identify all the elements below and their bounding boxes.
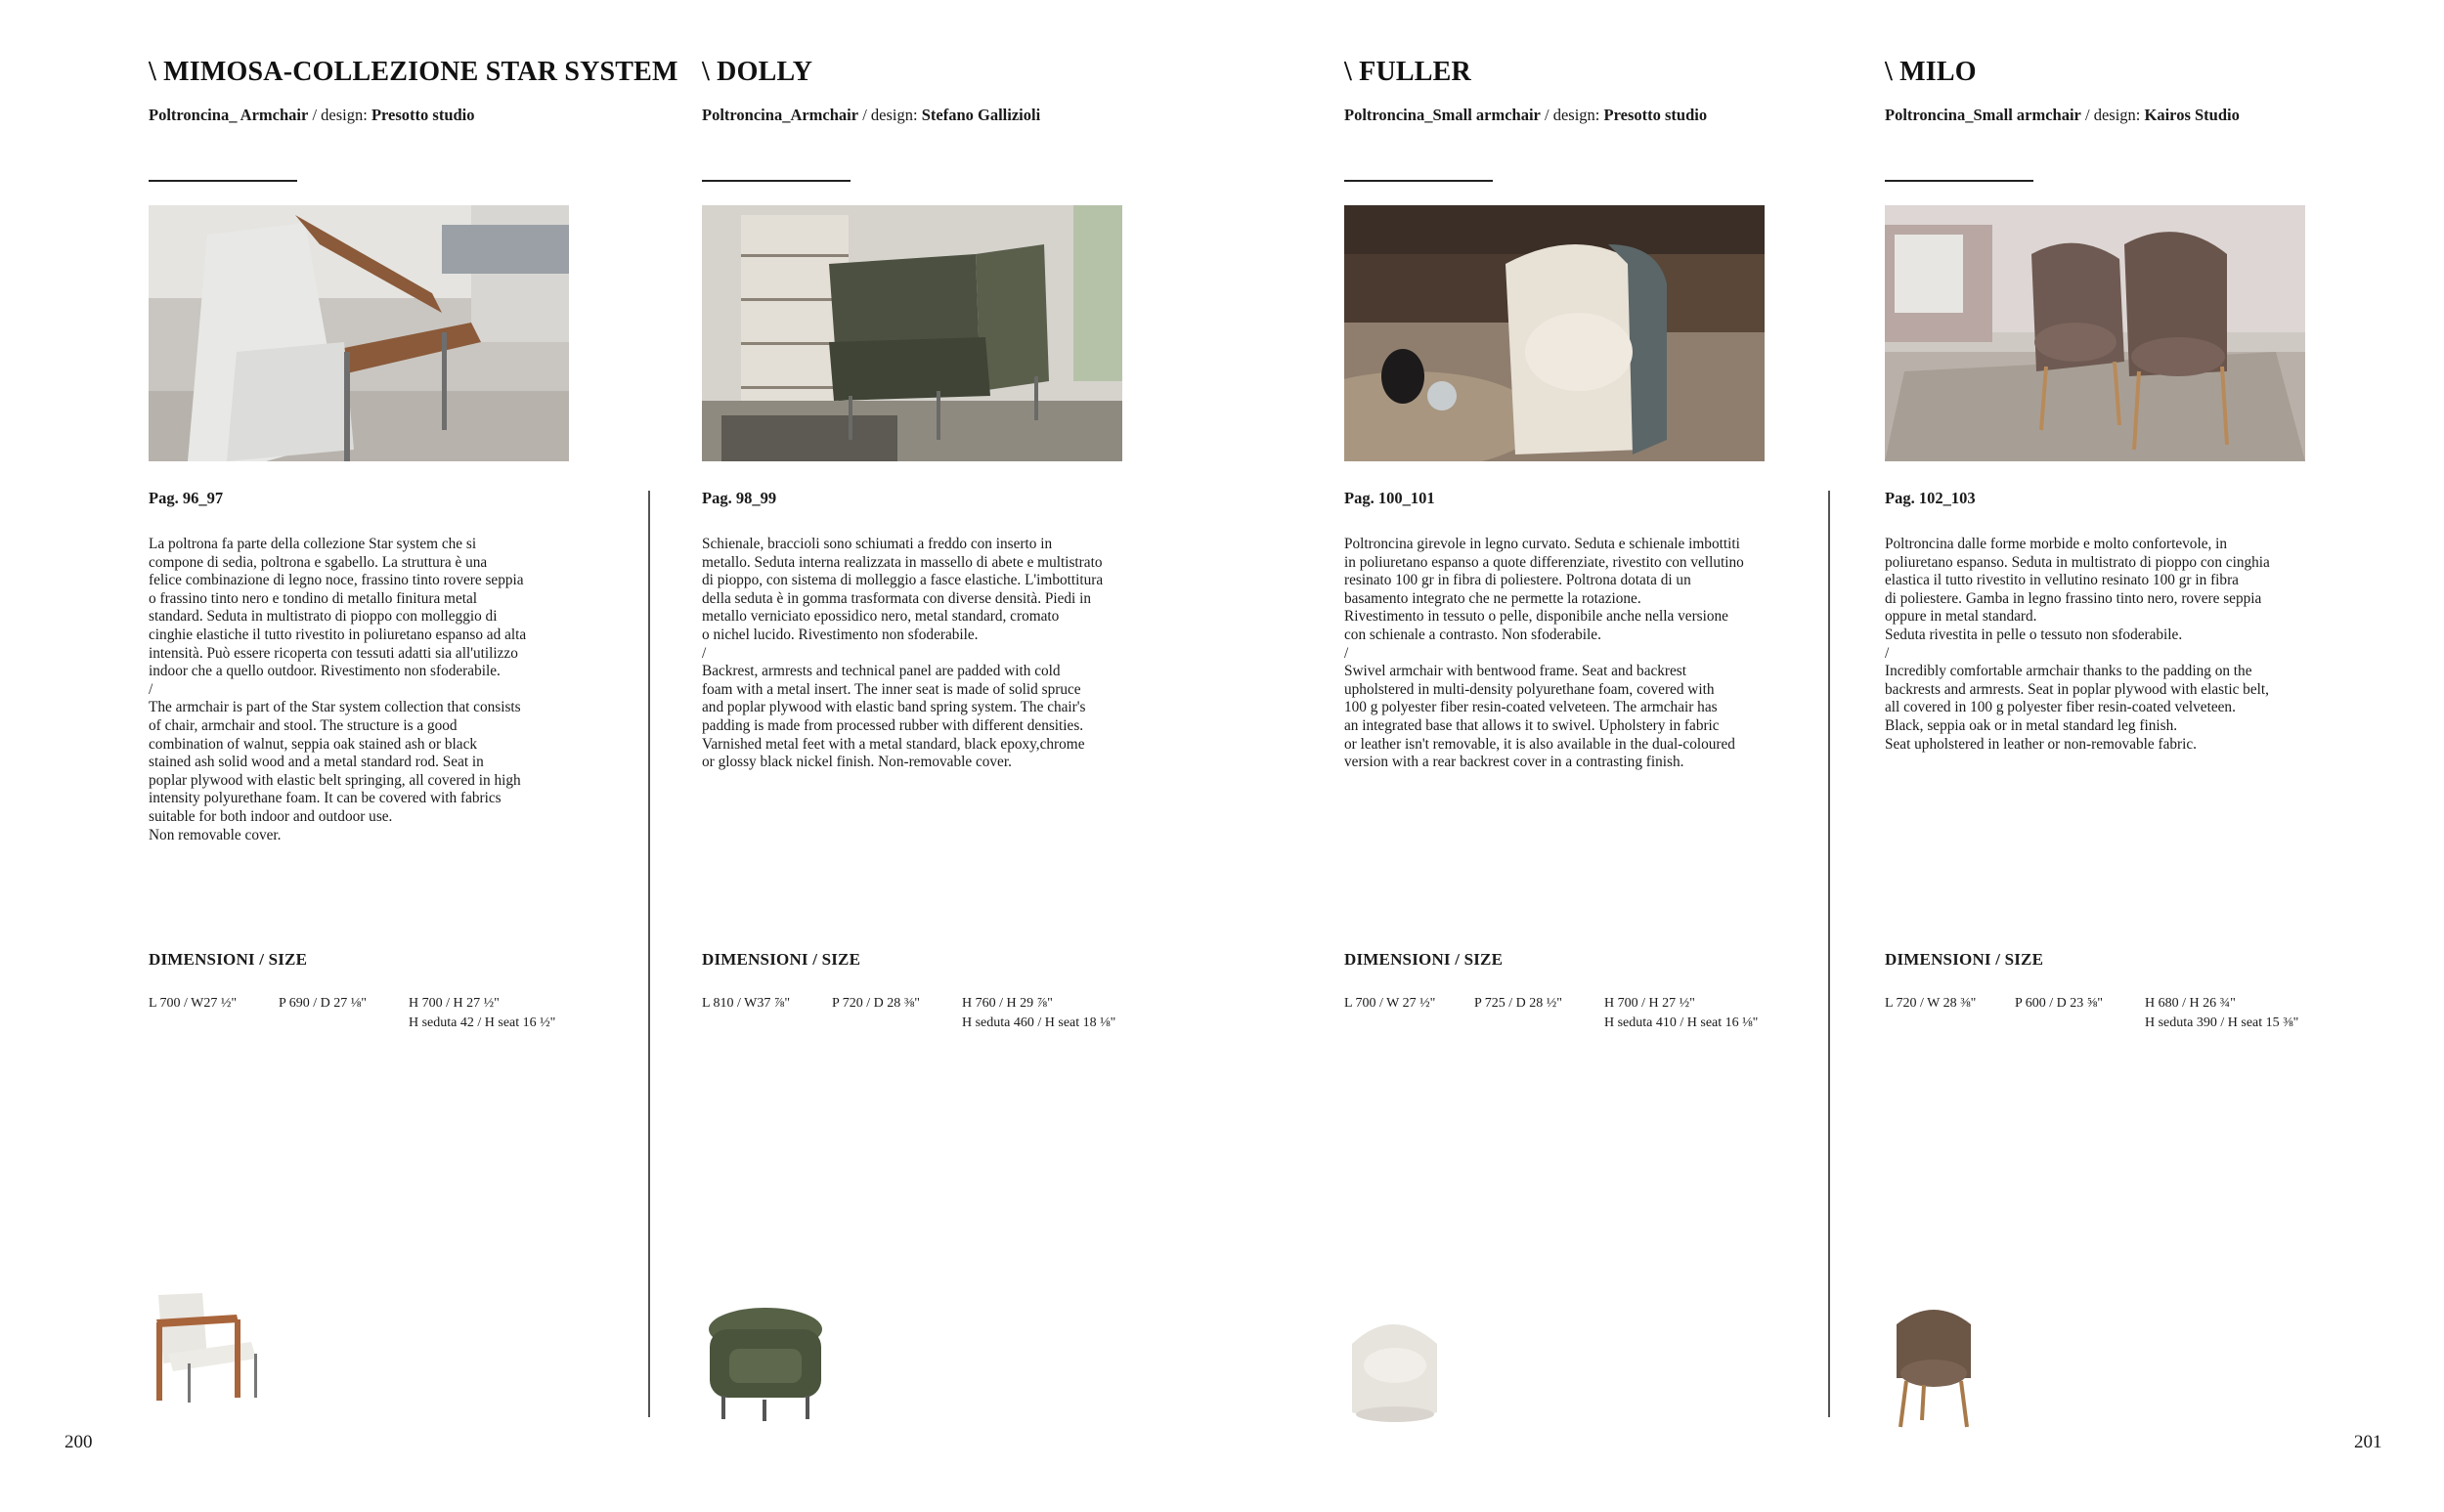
- dim-seat-height: H seduta 42 / H seat 16 ½": [409, 1015, 556, 1030]
- product-thumbnail: [1344, 1305, 1452, 1437]
- page-reference: Pag. 100_101: [1344, 489, 1435, 507]
- product-title: \ FULLER: [1344, 57, 1471, 87]
- dim-height: H 700 / H 27 ½": [409, 996, 500, 1011]
- product-type: Poltroncina_Armchair: [702, 106, 859, 124]
- product-type: Poltroncina_Small armchair: [1344, 106, 1541, 124]
- product-subtitle: [702, 106, 1040, 125]
- page-reference: Pag. 98_99: [702, 489, 777, 507]
- page-number-left: 200: [65, 1432, 93, 1452]
- dim-height: H 700 / H 27 ½": [1604, 996, 1695, 1011]
- product-photo: [702, 205, 1122, 461]
- design-label: / design:: [858, 106, 922, 124]
- size-heading: DIMENSIONI / SIZE: [149, 950, 308, 969]
- product-thumbnail: [702, 1290, 829, 1432]
- product-dolly: [702, 0, 1161, 1512]
- product-description: Poltroncina girevole in legno curvato. Seduta e schienale imbottiti in poliuretano espanso a quote differenziate, rivestito con vellutino resinato 100 gr in fibra di poliestere. Poltrona dotata di un basamento integrato che ne permette la rotazione. Rivestimento in tessuto o pelle, disponibile anche nella versione con schienale a contrasto. Non sfoderabile. / Swivel armchair with bentwood frame. Seat and backrest upholstered in multi-density polyurethane foam, covered with 100 g polyester fiber resin-coated velveteen. The armchair has an integrated base that allows it to swivel. Upholstery in fabric or leather isn't removable, it is also available in the dual-coloured version with a rear backrest cover in a contrasting finish.: [1344, 536, 1744, 771]
- dim-width: L 700 / W27 ½": [149, 996, 238, 1011]
- size-heading: DIMENSIONI / SIZE: [702, 950, 861, 969]
- design-label: / design:: [1540, 106, 1604, 124]
- dim-depth: P 690 / D 27 ⅛": [279, 996, 367, 1011]
- dim-depth: P 725 / D 28 ½": [1474, 996, 1562, 1011]
- dim-height: H 760 / H 29 ⅞": [962, 996, 1053, 1011]
- page-reference: Pag. 96_97: [149, 489, 224, 507]
- product-photo: [1344, 205, 1765, 461]
- product-description: La poltrona fa parte della collezione Star system che si compone di sedia, poltrona e sgabello. La struttura è una felice combinazione di legno noce, frassino tinto rovere seppia o frassino tinto nero e tondino di metallo finitura metal standard. Seduta in multistrato di pioppo con molleggio di cinghie elastiche il tutto rivestito in poliuretano espanso ad alta intensità. Può essere ricoperta con tessuti adatti sia all'utilizzo indoor che a quello outdoor. Rivestimento non sfoderabile. / The armchair is part of the Star system collection that consists of chair, armchair and stool. The structure is a good combination of walnut, seppia oak stained ash or black stained ash solid wood and a metal standard rod. Seat in poplar plywood with elastic belt springing, all covered in high intensity polyurethane foam. It can be covered with fabrics suitable for both indoor and outdoor use. Non removable cover.: [149, 536, 527, 843]
- title-divider: [1344, 180, 1493, 182]
- product-subtitle: [1885, 106, 2240, 125]
- product-title: \ DOLLY: [702, 57, 813, 87]
- product-fuller: [1344, 0, 1804, 1512]
- product-description: Schienale, braccioli sono schiumati a freddo con inserto in metallo. Seduta interna realizzata in massello di abete e multistrato di pioppo, con sistema di molleggio a fasce elastiche. L'imbottitura della seduta è in gomma trasformata con diverse densità. Piedi in metallo verniciato epossidico nero, metal standard, cromato o nichel lucido. Rivestimento non sfoderabile. / Backrest, armrests and technical panel are padded with cold foam with a metal insert. The inner seat is made of solid spruce and poplar plywood with elastic band spring system. The chair's padding is made from processed rubber with different densities. Varnished metal feet with a metal standard, black epoxy,chrome or glossy black nickel finish. Non-removable cover.: [702, 536, 1104, 771]
- title-divider: [149, 180, 297, 182]
- dim-depth: P 720 / D 28 ⅜": [832, 996, 920, 1011]
- size-heading: DIMENSIONI / SIZE: [1885, 950, 2044, 969]
- dim-seat-height: H seduta 390 / H seat 15 ⅜": [2145, 1015, 2299, 1030]
- design-label: / design:: [308, 106, 371, 124]
- column-divider: [1828, 491, 1830, 1417]
- product-thumbnail: [149, 1275, 276, 1417]
- product-mimosa: [149, 0, 678, 1512]
- product-subtitle: [1344, 106, 1707, 125]
- page-number-right: 201: [2354, 1432, 2382, 1452]
- product-type: Poltroncina_ Armchair: [149, 106, 309, 124]
- product-type: Poltroncina_Small armchair: [1885, 106, 2081, 124]
- design-label: / design:: [2080, 106, 2145, 124]
- designer-name: Presotto studio: [1603, 106, 1708, 124]
- title-divider: [702, 180, 851, 182]
- product-thumbnail: [1885, 1295, 1983, 1437]
- dim-seat-height: H seduta 410 / H seat 16 ⅛": [1604, 1015, 1759, 1030]
- designer-name: Stefano Gallizioli: [921, 106, 1041, 124]
- product-photo: [149, 205, 569, 461]
- column-divider: [648, 491, 650, 1417]
- product-milo: [1885, 0, 2344, 1512]
- designer-name: Presotto studio: [371, 106, 475, 124]
- product-title: \ MIMOSA-COLLEZIONE STAR SYSTEM: [149, 57, 678, 87]
- dim-width: L 720 / W 28 ⅜": [1885, 996, 1977, 1011]
- dim-width: L 810 / W37 ⅞": [702, 996, 791, 1011]
- product-subtitle: [149, 106, 475, 125]
- size-heading: DIMENSIONI / SIZE: [1344, 950, 1504, 969]
- dim-height: H 680 / H 26 ¾": [2145, 996, 2236, 1011]
- dim-width: L 700 / W 27 ½": [1344, 996, 1436, 1011]
- product-description: Poltroncina dalle forme morbide e molto confortevole, in poliuretano espanso. Seduta in multistrato di pioppo con cinghia elastica il tutto rivestito in vellutino resinato 100 gr in fibra di poliestere. Gamba in legno frassino tinto nero, rovere seppia oppure in metal standard. Seduta rivestita in pelle o tessuto non sfoderabile. / Incredibly comfortable armchair thanks to the padding on the backrests and armrests. Seat in poplar plywood with elastic belt, all covered in 100 g polyester fiber resin-coated velveteen. Black, seppia oak or in metal standard leg finish. Seat upholstered in leather or non-removable fabric.: [1885, 536, 2270, 753]
- product-title: \ MILO: [1885, 57, 1977, 87]
- designer-name: Kairos Studio: [2144, 106, 2240, 124]
- dim-depth: P 600 / D 23 ⅝": [2015, 996, 2103, 1011]
- page-reference: Pag. 102_103: [1885, 489, 1976, 507]
- dim-seat-height: H seduta 460 / H seat 18 ⅛": [962, 1015, 1116, 1030]
- product-photo: [1885, 205, 2305, 461]
- title-divider: [1885, 180, 2033, 182]
